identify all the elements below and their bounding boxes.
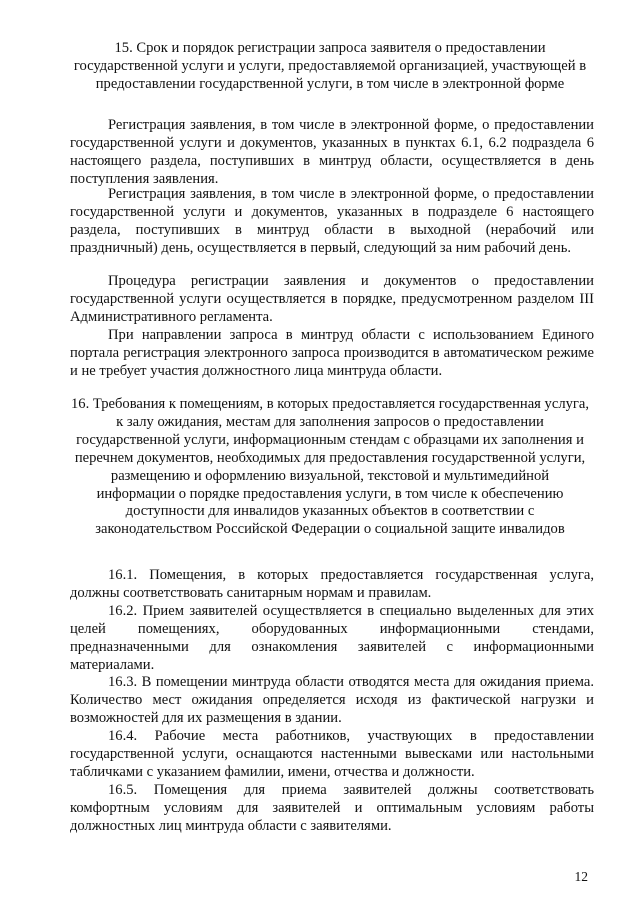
page-number: 12 <box>574 869 588 884</box>
section-16-paragraph-5: 16.5. Помещения для приема заявителей должны соответствовать комфортным условиям для заявителей и оптимальным условиям работы должностных лиц минтруда области с заявителями. <box>70 782 594 834</box>
section-15-heading: 15. Срок и порядок регистрации запроса заявителя о предоставлении государственной услуги и услуги, предоставляемой организацией, участвующей в предоставлении государственной услуги, в том числе в электронной форме <box>73 40 587 92</box>
section-16-paragraph-1: 16.1. Помещения, в которых предоставляется государственная услуга, должны соответствовать санитарным нормам и правилам. <box>70 567 594 601</box>
section-16-paragraph-4: 16.4. Рабочие места работников, участвующих в предоставлении государственной услуги, оснащаются настенными вывесками или настольными табличками с указанием фамилии, имени, отчества и должности. <box>70 728 594 780</box>
section-15-paragraph-4: При направлении запроса в минтруд области с использованием Единого портала регистрация электронного запроса производится в автоматическом режиме и не требует участия должностного лица минтруда области. <box>70 327 594 379</box>
section-15-paragraph-3: Процедура регистрации заявления и документов о предоставлении государственной услуги осуществляется в порядке, предусмотренном разделом III Административного регламента. <box>70 273 594 325</box>
section-16-heading: 16. Требования к помещениям, в которых предоставляется государственная услуга, к залу ожидания, местам для заполнения запросов о предоставлении государственной услуги, информационным стендам с образцами их заполнения и перечнем документов, необходимых для предоставления государственной услуги, размещению и оформлению визуальной, текстовой и мультимедийной информации о порядке предоставления услуги, в том числе к обеспечению доступности для инвалидов указанных объектов в соответствии с законодательством Российской Федерации о социальной защите инвалидов <box>70 396 590 538</box>
section-15-paragraph-2: Регистрация заявления, в том числе в электронной форме, о предоставлении государственной услуги и документов, указанных в подразделе 6 настоящего раздела, поступивших в минтруд области в выходной (нерабочий или праздничный) день, осуществляется в первый, следующий за ним рабочий день. <box>70 186 594 256</box>
section-15-paragraph-1: Регистрация заявления, в том числе в электронной форме, о предоставлении государственной услуги и документов, указанных в пунктах 6.1, 6.2 подраздела 6 настоящего раздела, поступивших в минтруд области, осуществляется в день поступления заявления. <box>70 117 594 187</box>
section-16-paragraph-3: 16.3. В помещении минтруда области отводятся места для ожидания приема. Количество мест ожидания определяется исходя из фактической нагрузки и возможностей для их размещения в здании. <box>70 674 594 726</box>
section-16-paragraph-2: 16.2. Прием заявителей осуществляется в специально выделенных для этих целей помещениях, оборудованных информационными стендами, предназначенными для ознакомления заявителей с информационными материалами. <box>70 603 594 673</box>
